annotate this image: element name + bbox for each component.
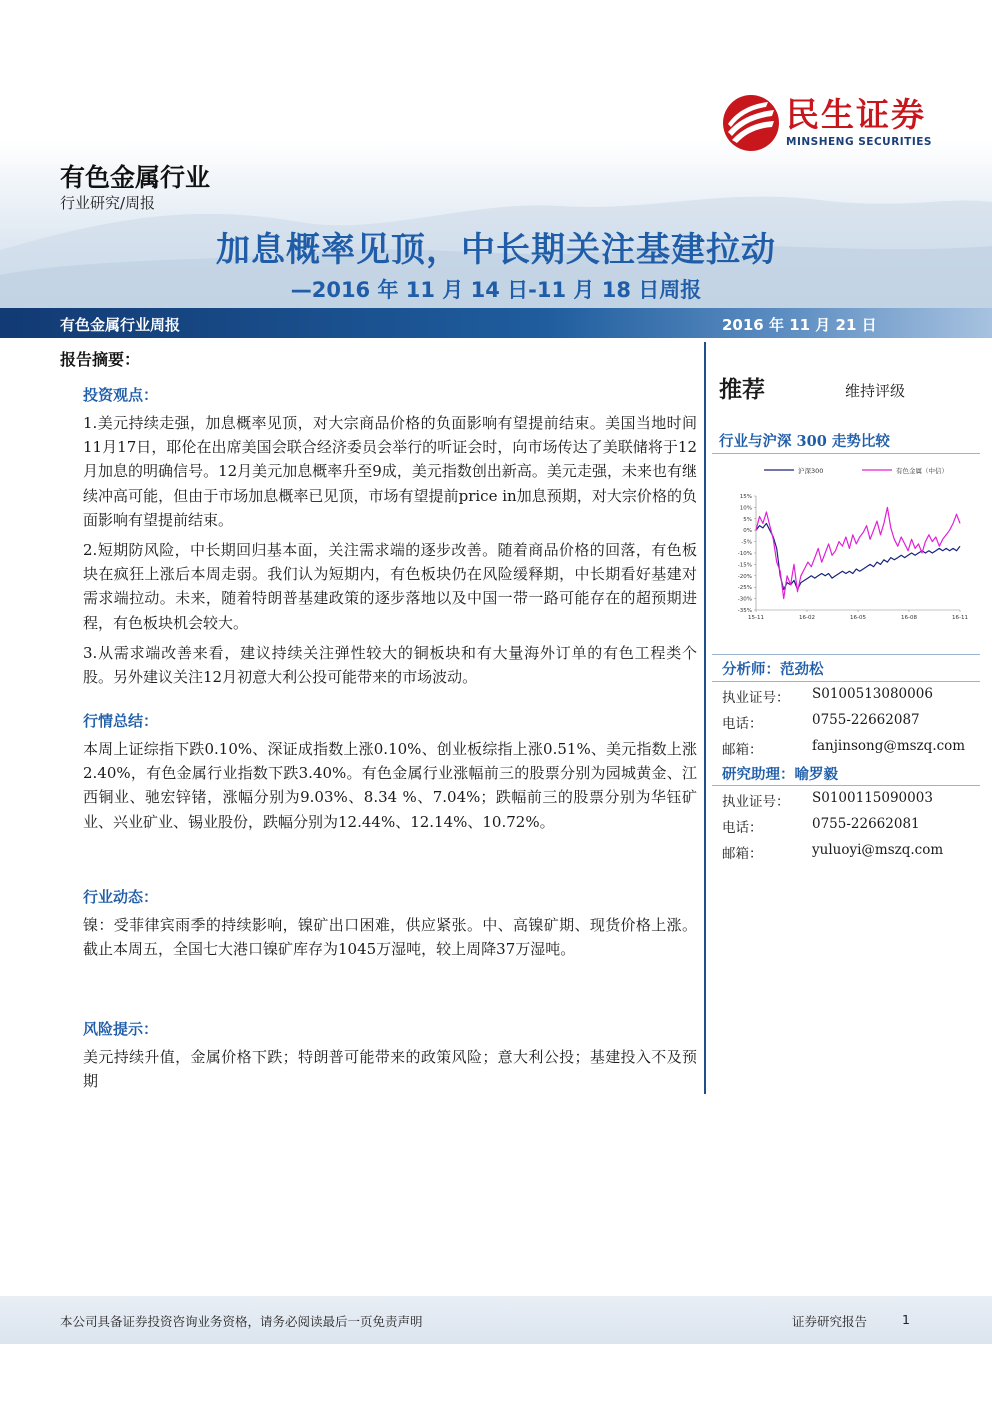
- assistant-email-value[interactable]: yuluoyi@mszq.com: [812, 842, 944, 858]
- investment-body: [83, 411, 697, 689]
- y-tick-label-9: -30%: [737, 596, 752, 603]
- assistant-license-value: S0100115090003: [812, 790, 933, 806]
- y-tick-label-6: -15%: [737, 562, 752, 569]
- page-number: 1: [902, 1312, 910, 1327]
- analyst-email-value[interactable]: fanjinsong@mszq.com: [812, 738, 966, 754]
- summary-label: 报告摘要：: [60, 350, 141, 369]
- chart-title: 行业与沪深 300 走势比较: [719, 433, 890, 450]
- analyst-license-row: [722, 686, 982, 706]
- analyst-email-label: 邮箱：: [722, 742, 763, 758]
- logo-name-cn: 民生证券: [786, 95, 926, 134]
- rating-value: 推荐: [719, 377, 765, 403]
- analyst-phone-row: [722, 712, 982, 732]
- y-tick-label-4: -5%: [741, 539, 752, 546]
- risk-body: [83, 1045, 697, 1093]
- column-divider: [704, 342, 706, 1094]
- y-tick-label-3: 0%: [743, 528, 752, 535]
- assistant-license-row: [722, 790, 982, 810]
- analyst-license-label: 执业证号：: [722, 690, 790, 706]
- report-subtitle: —2016 年 11 月 14 日-11 月 18 日周报: [290, 278, 702, 302]
- logo-name-en: MINSHENG SECURITIES: [786, 136, 932, 148]
- analyst-phone-value: 0755-22662087: [812, 712, 920, 728]
- legend-label-0: 沪深300: [798, 467, 824, 475]
- band-report-series: 有色金属行业周报: [60, 316, 181, 334]
- assistant-phone-row: [722, 816, 982, 836]
- market-heading: 行情总结：: [83, 712, 159, 730]
- performance-chart: [722, 458, 972, 628]
- risk-heading: 风险提示：: [83, 1020, 159, 1038]
- y-tick-label-1: 10%: [739, 505, 752, 512]
- band-report-date: 2016 年 11 月 21 日: [722, 316, 877, 334]
- chart-title-rule: [712, 453, 980, 454]
- market-body: [83, 737, 697, 834]
- y-tick-label-8: -25%: [737, 585, 752, 592]
- assistant-rule: [712, 785, 980, 786]
- x-tick-label-1: 16-02: [799, 615, 815, 621]
- assistant-email-label: 邮箱：: [722, 846, 763, 862]
- assistant-license-label: 执业证号：: [722, 794, 790, 810]
- footer-report-type: 证券研究报告: [792, 1314, 868, 1329]
- assistant-email-row: [722, 842, 982, 862]
- company-logo: [722, 94, 952, 154]
- footer-disclaimer: 本公司具备证券投资咨询业务资格，请务必阅读最后一页免责声明: [60, 1314, 423, 1329]
- y-tick-label-0: 15%: [739, 494, 752, 500]
- minsheng-logo-icon: [722, 94, 780, 152]
- title-band: [0, 308, 992, 338]
- page-footer: [0, 1296, 992, 1344]
- risk-text: 美元持续升值，金属价格下跌；特朗普可能带来的政策风险；意大利公投；基建投入不及预期: [83, 1048, 697, 1091]
- y-tick-label-7: -20%: [737, 573, 752, 580]
- investment-point-2: 2.短期防风险，中长期回归基本面，关注需求端的逐步改善。随着商品价格的回落，有色板块在疯狂上涨后本周走弱。我们认为短期内，有色板块仍在风险缓释期，中长期看好基建对需求端拉动。未来，随着特朗普基建政策的逐步落地以及中国一带一路可能存在的超预期进程，有色板块机会较大。: [83, 541, 697, 632]
- x-tick-label-2: 16-05: [850, 615, 866, 621]
- assistant-phone-label: 电话：: [722, 820, 763, 836]
- doc-type-label: 行业研究/周报: [60, 194, 156, 212]
- x-tick-label-4: 16-11: [952, 615, 968, 621]
- analyst-heading: 分析师：范劲松: [722, 661, 824, 678]
- assistant-phone-value: 0755-22662081: [812, 816, 920, 832]
- dynamics-text: 镍：受菲律宾雨季的持续影响，镍矿出口困难，供应紧张。中、高镍矿期、现货价格上涨。截止本周五，全国七大港口镍矿库存为1045万湿吨，较上周降37万湿吨。: [83, 916, 697, 959]
- analyst-phone-label: 电话：: [722, 716, 763, 732]
- report-title: 加息概率见顶，中长期关注基建拉动: [216, 230, 776, 270]
- analyst-license-value: S0100513080006: [812, 686, 933, 702]
- legend-label-1: 有色金属（中信）: [896, 467, 948, 475]
- analyst-rule-bottom: [712, 681, 980, 682]
- industry-label: 有色金属行业: [60, 163, 211, 192]
- investment-point-1: 1.美元持续走强，加息概率见顶，对大宗商品价格的负面影响有望提前结束。美国当地时间11月17日，耶伦在出席美国会联合经济委员会举行的听证会时，向市场传达了美联储将于12月加息的明确信号。12月美元加息概率升至9成，美元指数创出新高。美元走强，未来也有继续冲高可能，但由于市场加息概率已见顶，市场有望提前price in加息预期，对大宗价格的负面影响有望提前结束。: [83, 414, 697, 529]
- y-tick-label-5: -10%: [737, 551, 752, 557]
- analyst-email-row: [722, 738, 982, 758]
- market-summary-text: 本周上证综指下跌0.10%、深证成指数上涨0.10%、创业板综指上涨0.51%、美元指数上涨2.40%，有色金属行业指数下跌3.40%。有色金属行业涨幅前三的股票分别为园城黄金、江西铜业、驰宏锌锗，涨幅分别为9.03%、8.34 %、7.04%；跌幅前三的股票分别为华钰矿业、兴业矿业、锡业股份，跌幅分别为12.44%、12.14%、10.72%。: [83, 740, 697, 831]
- investment-point-3: 3.从需求端改善来看，建议持续关注弹性较大的铜板块和有大量海外订单的有色工程类个股。另外建议关注12月初意大利公投可能带来的市场波动。: [83, 643, 697, 687]
- y-tick-label-10: -35%: [737, 608, 752, 614]
- rating-note: 维持评级: [845, 382, 906, 400]
- x-tick-label-3: 16-08: [901, 615, 917, 621]
- investment-heading: 投资观点：: [83, 386, 159, 404]
- y-tick-label-2: 5%: [743, 516, 752, 523]
- x-tick-label-0: 15-11: [748, 615, 764, 621]
- dynamics-body: [83, 913, 697, 961]
- dynamics-heading: 行业动态：: [83, 888, 159, 906]
- assistant-heading: 研究助理：喻罗毅: [722, 766, 838, 783]
- analyst-rule: [712, 654, 980, 655]
